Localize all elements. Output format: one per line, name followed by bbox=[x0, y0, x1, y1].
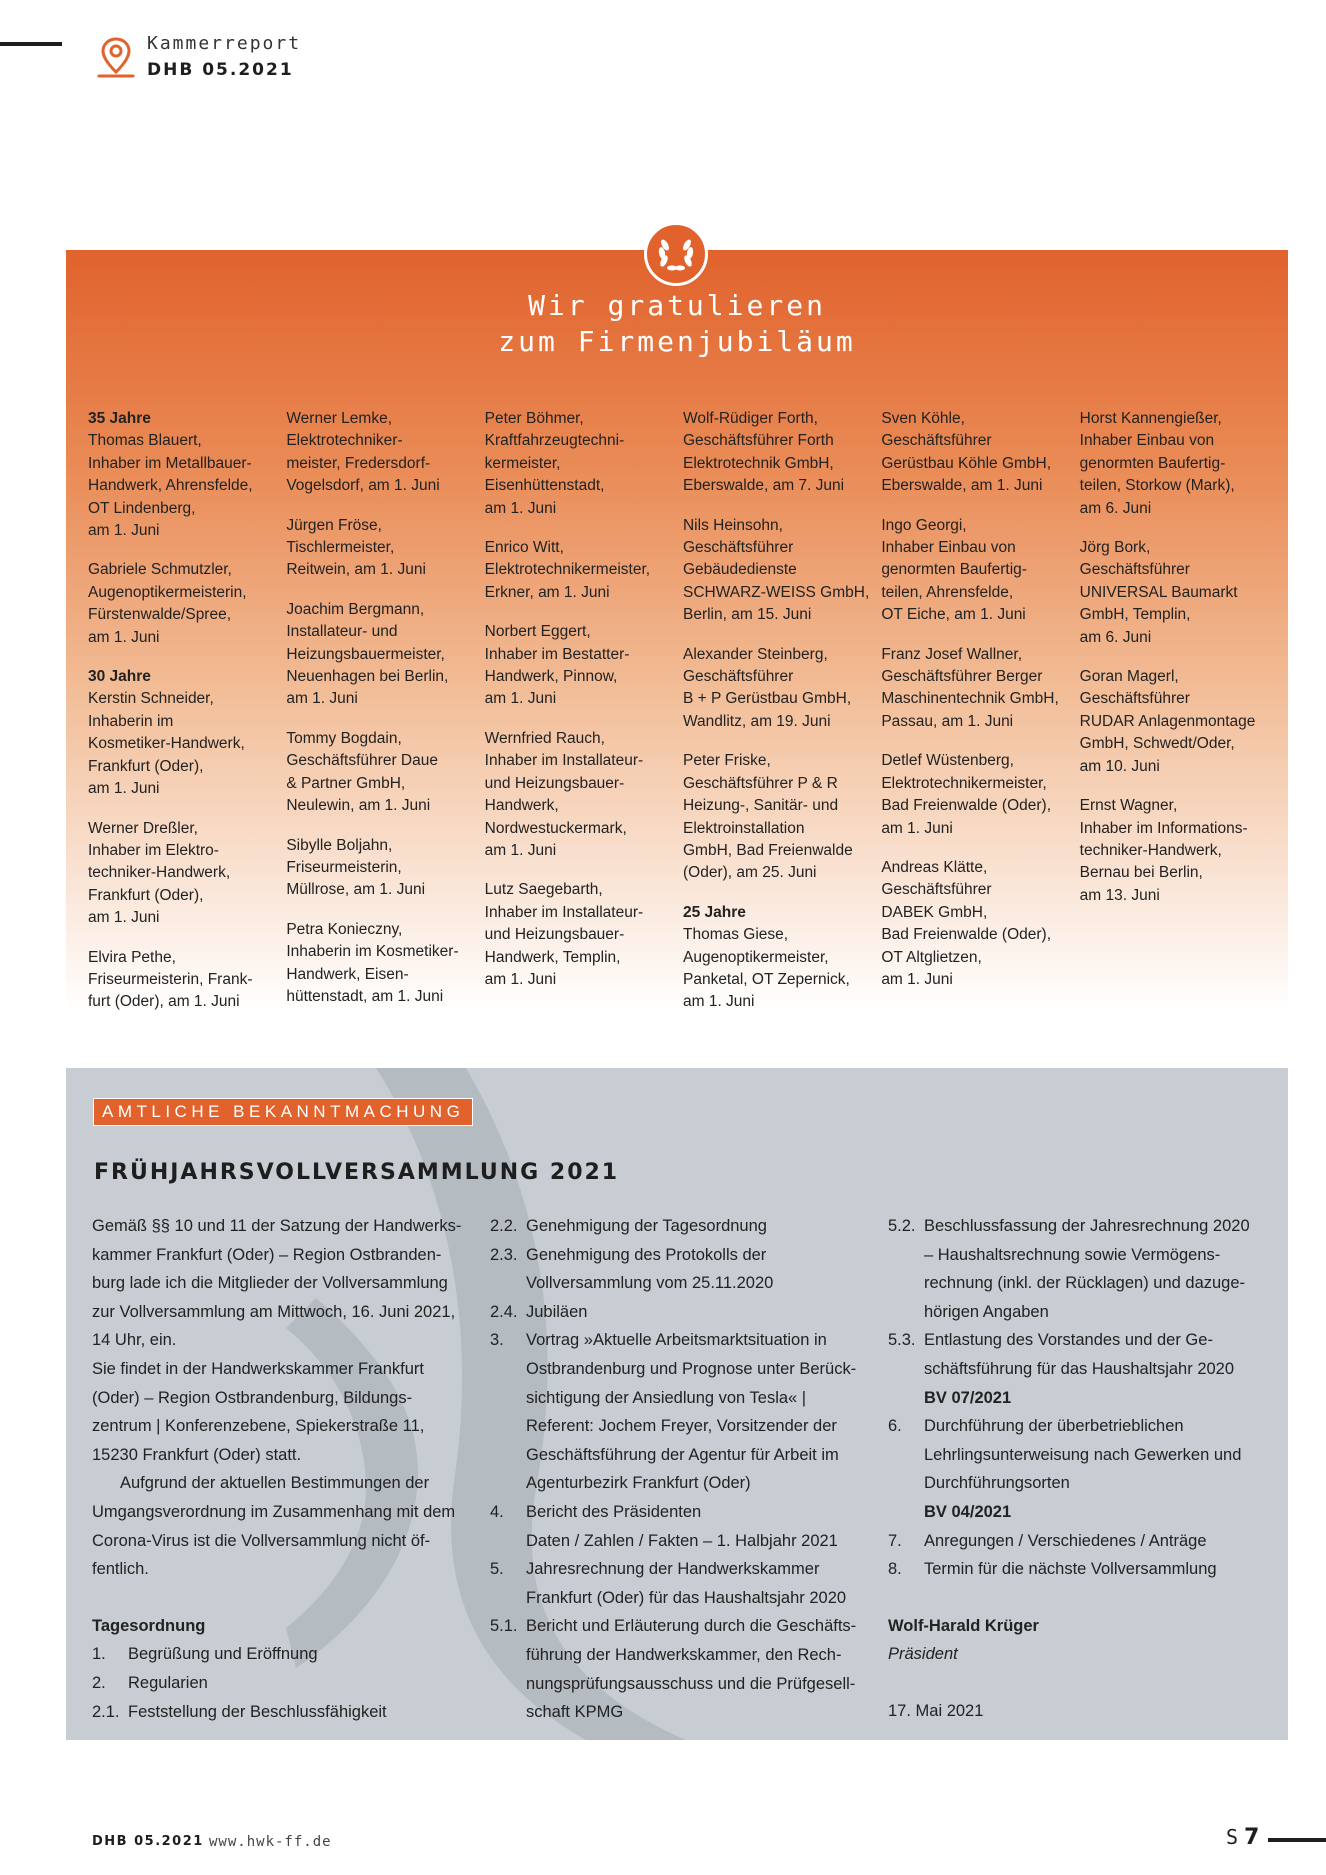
jubilee-entry bbox=[485, 621, 683, 711]
agenda-item bbox=[490, 1241, 870, 1298]
agenda-list-3 bbox=[888, 1212, 1268, 1584]
jubilee-entry-text: Sven Köhle, Geschäftsführer Gerüstbau Köhle GmbH, Eberswalde, am 1. Juni bbox=[881, 410, 1052, 495]
announcement-box bbox=[66, 1068, 1288, 1740]
jubilee-entry-text: Werner Lemke, Elektrotechniker- meister, Fredersdorf- Vogelsdorf, am 1. Juni bbox=[286, 410, 440, 495]
agenda-item-number: 5.1. bbox=[490, 1617, 518, 1636]
jubilee-entry bbox=[881, 408, 1079, 498]
announcement-column-3 bbox=[888, 1212, 1268, 1726]
jubilee-year-heading: 25 Jahre bbox=[682, 903, 746, 921]
agenda-item bbox=[490, 1298, 870, 1327]
intro-paragraph-2: Sie findet in der Handwerkskammer Frankfurt (Oder) – Region Ostbrandenburg, Bildungs- zentrum | Konferenzebene, Spiekerstraße 11, 15230 Frankfurt (Oder) statt. bbox=[92, 1359, 425, 1464]
agenda-item-text: Jubiläen bbox=[526, 1302, 588, 1321]
footer-url[interactable]: www.hwk-ff.de bbox=[209, 1834, 332, 1850]
header-issue: DHB 05.2021 bbox=[147, 60, 294, 80]
page-prefix: S bbox=[1226, 1825, 1239, 1849]
agenda-item-text: Begrüßung und Eröffnung bbox=[128, 1645, 318, 1664]
jubilee-entry bbox=[485, 728, 683, 862]
agenda-item-number: 2.1. bbox=[92, 1702, 120, 1721]
jubilee-entry bbox=[683, 902, 881, 1014]
announcement-column-2 bbox=[490, 1212, 870, 1727]
jubilee-entry-text: Ernst Wagner, Inhaber im Informations- techniker-Handwerk, Bernau bei Berlin, am 13. Juni bbox=[1079, 797, 1248, 904]
jubilee-box bbox=[66, 250, 1288, 1010]
jubilee-entry bbox=[286, 835, 484, 902]
agenda-item bbox=[888, 1326, 1268, 1383]
page-number bbox=[1226, 1824, 1259, 1850]
jubilee-entry bbox=[88, 818, 286, 930]
agenda-item bbox=[888, 1412, 1268, 1498]
announcement-date: 17. Mai 2021 bbox=[888, 1701, 984, 1720]
jubilee-column bbox=[881, 408, 1079, 1031]
jubilee-entry bbox=[683, 408, 881, 498]
location-pin-icon bbox=[96, 36, 136, 80]
jubilee-entry-text: Werner Dreßler, Inhaber im Elektro- techniker-Handwerk, Frankfurt (Oder), am 1. Juni bbox=[88, 819, 231, 927]
laurel-wreath-icon bbox=[653, 231, 699, 277]
agenda-item-text: Durchführung der überbetrieblichen Lehrlingsunterweisung nach Gewerken und Durchführungsorten bbox=[924, 1417, 1242, 1493]
agenda-heading: Tagesordnung bbox=[92, 1616, 206, 1635]
laurel-badge bbox=[644, 222, 708, 286]
jubilee-title bbox=[66, 288, 1288, 360]
agenda-item-number: 5. bbox=[490, 1560, 504, 1579]
jubilee-entry bbox=[485, 537, 683, 604]
agenda-item bbox=[490, 1498, 870, 1555]
jubilee-column bbox=[286, 408, 484, 1031]
jubilee-entry bbox=[286, 408, 484, 498]
agenda-item-number: 2. bbox=[92, 1673, 106, 1692]
agenda-item-number: 2.4. bbox=[490, 1302, 518, 1321]
jubilee-entry bbox=[88, 947, 286, 1014]
jubilee-entry-text: Detlef Wüstenberg, Elektrotechnikermeister, Bad Freienwalde (Oder), am 1. Juni bbox=[881, 752, 1052, 837]
agenda-item-number: 1. bbox=[92, 1645, 106, 1664]
jubilee-entry bbox=[1080, 666, 1278, 778]
jubilee-entry-text: Lutz Saegebarth, Inhaber im Installateur- und Heizungsbauer- Handwerk, Templin, am 1. Juni bbox=[484, 881, 644, 988]
jubilee-entry bbox=[88, 408, 286, 542]
jubilee-entry bbox=[485, 879, 683, 991]
jubilee-entry-text: Kerstin Schneider, Inhaberin im Kosmetiker-Handwerk, Frankfurt (Oder), am 1. Juni bbox=[88, 690, 245, 798]
agenda-item-text: Vortrag »Aktuelle Arbeitsmarktsituation in Ostbrandenburg und Prognose unter Berück- sichtigung der Ansiedlung von Tesla« | Referent: Jochem Freyer, Vorsitzender der Geschäftsführung der Agentur für Arbeit im Agenturbezirk Frankfurt (Oder) bbox=[526, 1331, 857, 1493]
jubilee-entry-text: Horst Kannengießer, Inhaber Einbau von genormten Baufertig- teilen, Storkow (Mark), am 6. Juni bbox=[1079, 410, 1235, 517]
page-number-value: 7 bbox=[1244, 1825, 1260, 1850]
footer-rule bbox=[1268, 1838, 1326, 1842]
signature-role: Präsident bbox=[888, 1645, 958, 1664]
jubilee-entry-text: Tommy Bogdain, Geschäftsführer Daue & Partner GmbH, Neulewin, am 1. Juni bbox=[286, 729, 438, 815]
jubilee-entry bbox=[1080, 537, 1278, 649]
jubilee-entry-text: Peter Friske, Geschäftsführer P & R Heizung-, Sanitär- und Elektroinstallation GmbH, Bad Freienwalde (Oder), am 25. Juni bbox=[682, 752, 853, 882]
jubilee-entry-text: Sibylle Boljahn, Friseurmeisterin, Müllrose, am 1. Juni bbox=[286, 836, 426, 899]
jubilee-title-line2: zum Firmenjubiläum bbox=[498, 325, 856, 358]
agenda-item-number: 6. bbox=[888, 1417, 902, 1436]
agenda-item-number: 5.3. bbox=[888, 1331, 916, 1350]
jubilee-entry-text: Elvira Pethe, Friseurmeisterin, Frank- furt (Oder), am 1. Juni bbox=[88, 948, 253, 1011]
agenda-item-text: Anregungen / Verschiedenes / Anträge bbox=[924, 1531, 1207, 1550]
jubilee-entry bbox=[1080, 795, 1278, 907]
jubilee-entry bbox=[88, 559, 286, 649]
resolution-reference: BV 04/2021 bbox=[924, 1502, 1012, 1521]
agenda-item-text: Beschlussfassung der Jahresrechnung 2020 – Haushaltsrechnung sowie Vermögens- rechnung (inkl. der Rücklagen) und dazuge- hörigen Angaben bbox=[924, 1217, 1250, 1321]
agenda-item bbox=[92, 1698, 462, 1727]
jubilee-column bbox=[88, 408, 286, 1031]
jubilee-column bbox=[683, 408, 881, 1031]
jubilee-entry bbox=[286, 599, 484, 711]
agenda-item-text: Regularien bbox=[128, 1673, 208, 1692]
agenda-item-text: Jahresrechnung der Handwerkskammer Frankfurt (Oder) für das Haushaltsjahr 2020 bbox=[526, 1560, 847, 1607]
jubilee-column bbox=[1080, 408, 1278, 1031]
agenda-item bbox=[888, 1212, 1268, 1326]
intro-paragraph-1: Gemäß §§ 10 und 11 der Satzung der Handwerks- kammer Frankfurt (Oder) – Region Ostbranden- burg lade ich die Mitglieder der Vollversammlung zur Vollversammlung am Mittwoch, 16. Juni 2021, 14 Uhr, ein. bbox=[92, 1217, 462, 1350]
agenda-item-number: 2.3. bbox=[490, 1245, 518, 1264]
agenda-item bbox=[490, 1612, 870, 1726]
jubilee-entry-text: Nils Heinsohn, Geschäftsführer Gebäudedienste SCHWARZ-WEISS GmbH, Berlin, am 15. Juni bbox=[682, 516, 870, 624]
intro-paragraph-3: Aufgrund der aktuellen Bestimmungen der Umgangsverordnung im Zusammenhang mit dem Corona-Virus ist die Vollversammlung nicht öf- fentlich. bbox=[92, 1474, 456, 1579]
agenda-item bbox=[888, 1555, 1268, 1584]
jubilee-entry bbox=[286, 515, 484, 582]
jubilee-title-line1: Wir gratulieren bbox=[528, 289, 826, 322]
agenda-item-number: 2.2. bbox=[490, 1217, 518, 1235]
jubilee-entry-text: Enrico Witt, Elektrotechnikermeister, Erkner, am 1. Juni bbox=[484, 539, 651, 601]
jubilee-entry-text: Jörg Bork, Geschäftsführer UNIVERSAL Baumarkt GmbH, Templin, am 6. Juni bbox=[1079, 539, 1238, 646]
jubilee-entry-text: Norbert Eggert, Inhaber im Bestatter- Handwerk, Pinnow, am 1. Juni bbox=[484, 623, 630, 708]
agenda-item-number: 4. bbox=[490, 1502, 504, 1521]
agenda-item-text: Entlastung des Vorstandes und der Ge- schäftsführung für das Haushaltsjahr 2020 bbox=[924, 1331, 1235, 1378]
agenda-item bbox=[490, 1555, 870, 1612]
jubilee-year-heading: 35 Jahre bbox=[88, 410, 151, 427]
jubilee-entry-text: Petra Konieczny, Inhaberin im Kosmetiker- Handwerk, Eisen- hüttenstadt, am 1. Juni bbox=[286, 920, 459, 1005]
jubilee-entry bbox=[683, 750, 881, 884]
agenda-item-number: 7. bbox=[888, 1531, 902, 1550]
jubilee-entry-text: Peter Böhmer, Kraftfahrzeugtechni- kermeister, Eisenhüttenstadt, am 1. Juni bbox=[484, 410, 625, 517]
jubilee-entry-text: Jürgen Fröse, Tischlermeister, Reitwein, am 1. Juni bbox=[286, 516, 426, 579]
agenda-item-text: Feststellung der Beschlussfähigkeit bbox=[128, 1702, 387, 1721]
agenda-item-number: 8. bbox=[888, 1560, 902, 1579]
jubilee-entry-text: Gabriele Schmutzler, Augenoptikermeisterin, Fürstenwalde/Spree, am 1. Juni bbox=[88, 561, 247, 646]
jubilee-entry bbox=[88, 666, 286, 800]
resolution-reference: BV 07/2021 bbox=[924, 1388, 1012, 1407]
agenda-item bbox=[888, 1527, 1268, 1556]
jubilee-entry bbox=[881, 857, 1079, 991]
header-section: Kammerreport bbox=[147, 33, 302, 54]
jubilee-entry bbox=[485, 408, 683, 520]
header-rule bbox=[0, 42, 62, 46]
jubilee-entry bbox=[683, 644, 881, 734]
agenda-item-text: Genehmigung des Protokolls der Vollversammlung vom 25.11.2020 bbox=[526, 1245, 774, 1293]
jubilee-entry-text: Alexander Steinberg, Geschäftsführer B + P Gerüstbau GmbH, Wandlitz, am 19. Juni bbox=[682, 645, 852, 730]
jubilee-entry-text: Thomas Blauert, Inhaber im Metallbauer- Handwerk, Ahrensfelde, OT Lindenberg, am 1. Juni bbox=[88, 432, 253, 540]
jubilee-entry bbox=[286, 728, 484, 818]
announcement-column-1 bbox=[92, 1212, 462, 1726]
jubilee-entry bbox=[881, 750, 1079, 840]
agenda-item bbox=[92, 1640, 462, 1669]
jubilee-column bbox=[485, 408, 683, 1031]
jubilee-entry-text: Wernfried Rauch, Inhaber im Installateur- und Heizungsbauer- Handwerk, Nordwestuckermark, am 1. Juni bbox=[484, 729, 644, 859]
jubilee-entry bbox=[286, 919, 484, 1009]
agenda-item-text: Bericht und Erläuterung durch die Geschäfts- führung der Handwerkskammer, den Rech- nungsprüfungsausschuss und die Prüfgesell- schaft KPMG bbox=[526, 1617, 857, 1722]
jubilee-entry bbox=[881, 515, 1079, 627]
agenda-item bbox=[92, 1669, 462, 1698]
agenda-item-text: Termin für die nächste Vollversammlung bbox=[924, 1560, 1217, 1579]
agenda-item bbox=[490, 1212, 870, 1241]
jubilee-entry bbox=[881, 644, 1079, 734]
jubilee-year-heading: 30 Jahre bbox=[88, 668, 151, 686]
jubilee-entry bbox=[1080, 408, 1278, 520]
jubilee-entry bbox=[683, 515, 881, 627]
agenda-item bbox=[490, 1326, 870, 1498]
jubilee-entry-text: Joachim Bergmann, Installateur- und Heizungsbauermeister, Neuenhagen bei Berlin, am 1. Juni bbox=[286, 600, 449, 708]
jubilee-entry-text: Andreas Klätte, Geschäftsführer DABEK GmbH, Bad Freienwalde (Oder), OT Altglietzen, am 1. Juni bbox=[881, 858, 1052, 988]
agenda-item-text: Genehmigung der Tagesordnung bbox=[526, 1217, 767, 1235]
jubilee-entry-text: Goran Magerl, Geschäftsführer RUDAR Anlagenmontage GmbH, Schwedt/Oder, am 10. Juni bbox=[1079, 668, 1256, 775]
agenda-item-number: 5.2. bbox=[888, 1217, 916, 1235]
agenda-item-number: 3. bbox=[490, 1331, 504, 1350]
announcement-badge: AMTLICHE BEKANNTMACHUNG bbox=[93, 1098, 473, 1126]
jubilee-entry-text: Ingo Georgi, Inhaber Einbau von genormten Baufertig- teilen, Ahrensfelde, OT Eiche, am 1. Juni bbox=[881, 516, 1027, 624]
footer-issue: DHB 05.2021 bbox=[92, 1834, 204, 1849]
announcement-title: FRÜHJAHRSVOLLVERSAMMLUNG 2021 bbox=[94, 1160, 620, 1185]
agenda-list-1 bbox=[92, 1640, 462, 1726]
agenda-item-text: Bericht des Präsidenten Daten / Zahlen / Fakten – 1. Halbjahr 2021 bbox=[526, 1502, 838, 1550]
jubilee-entry-text: Franz Josef Wallner, Geschäftsführer Berger Maschinentechnik GmbH, Passau, am 1. Juni bbox=[881, 645, 1059, 730]
signature-name: Wolf-Harald Krüger bbox=[888, 1616, 1039, 1635]
jubilee-entry-text: Thomas Giese, Augenoptikermeister, Panketal, OT Zepernick, am 1. Juni bbox=[682, 926, 850, 1011]
jubilee-entry-text: Wolf-Rüdiger Forth, Geschäftsführer Forth Elektrotechnik GmbH, Eberswalde, am 7. Juni bbox=[682, 410, 845, 495]
jubilee-columns bbox=[88, 408, 1278, 1031]
